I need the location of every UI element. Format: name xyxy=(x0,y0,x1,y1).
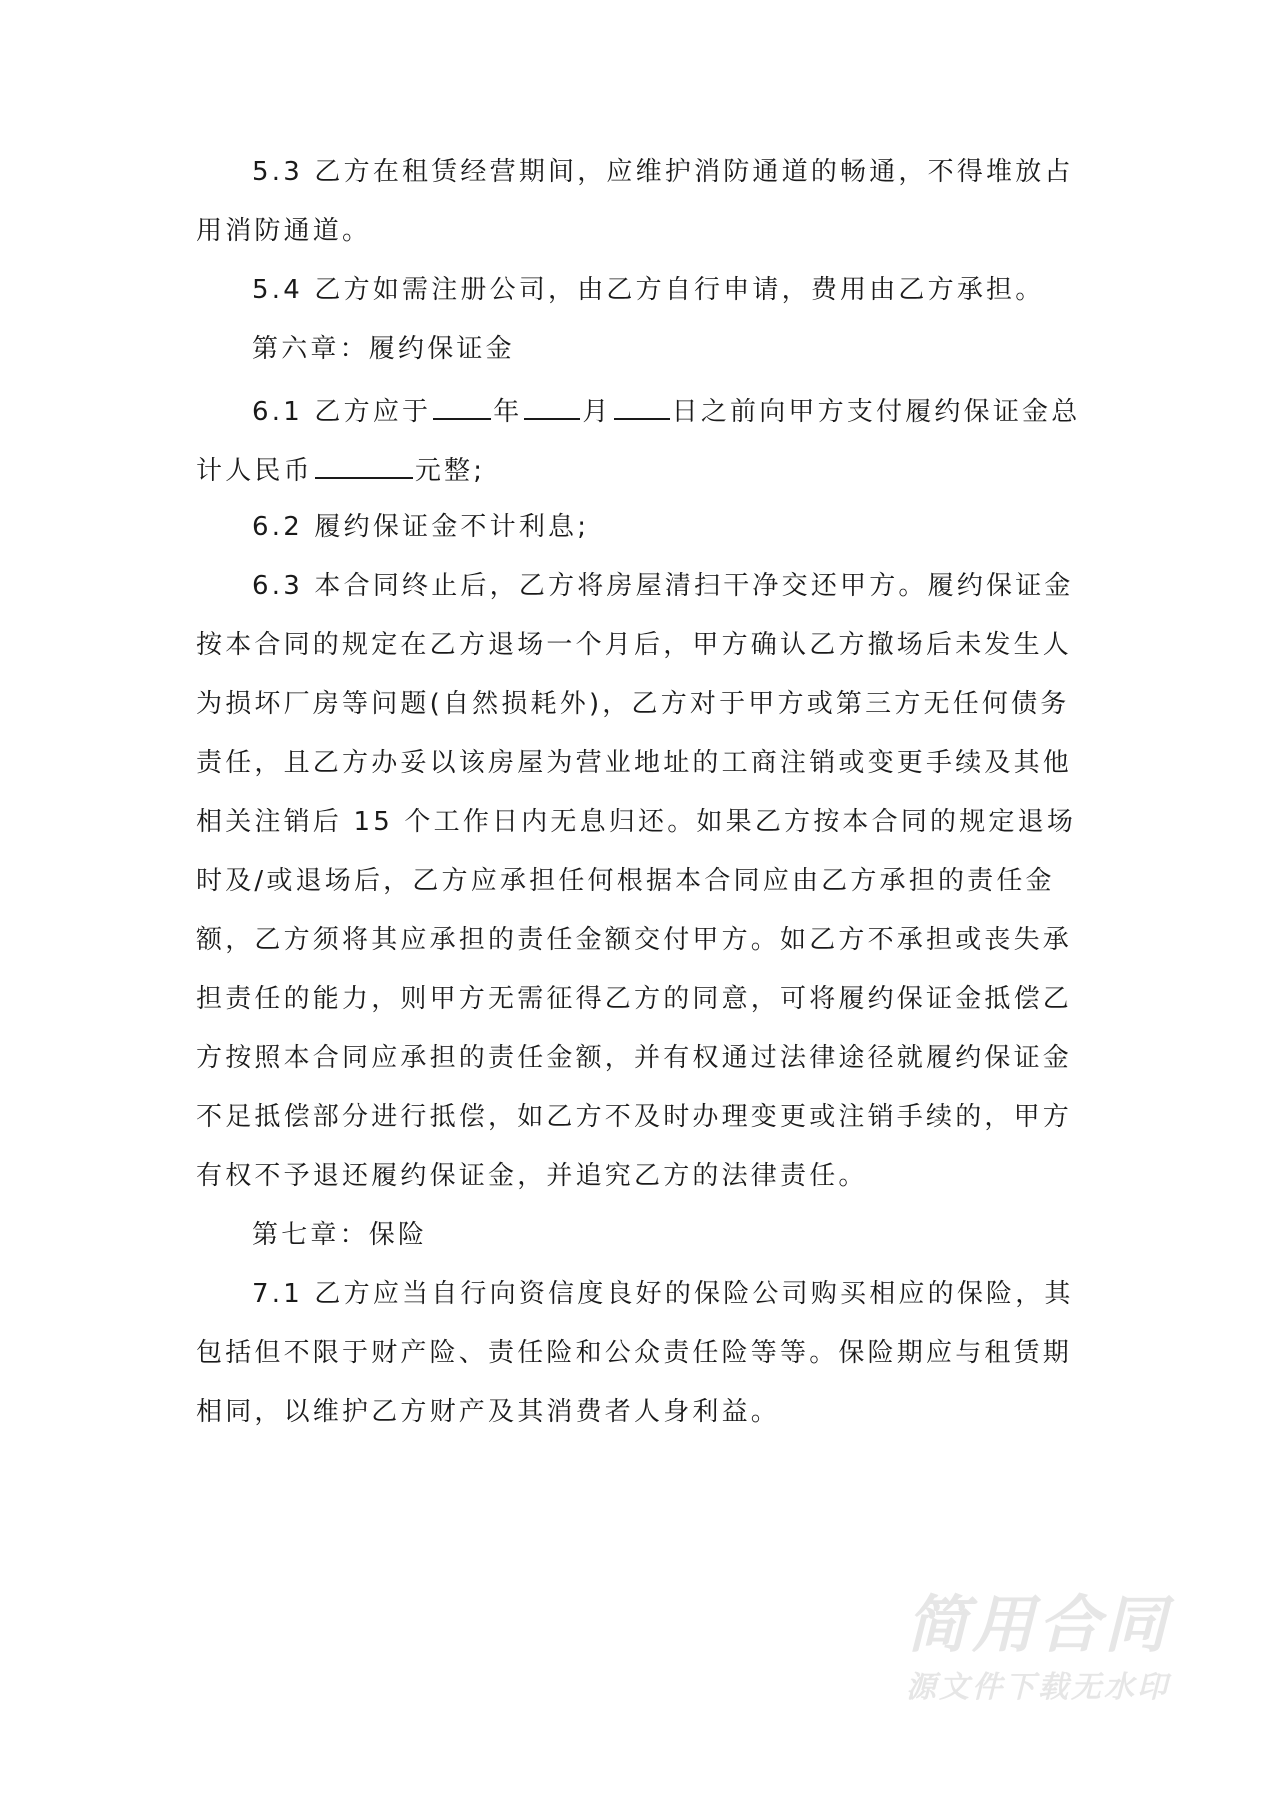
clause-5-3-line-2: 用消防通道。 xyxy=(196,216,372,246)
clause-6-3-line-7: 额，乙方须将其应承担的责任金额交付甲方。如乙方不承担或丧失承 xyxy=(196,925,1073,955)
day-blank xyxy=(614,388,670,420)
clause-6-3-line-9: 方按照本合同应承担的责任金额，并有权通过法律途径就履约保证金 xyxy=(196,1043,1073,1073)
clause-5-3-line-1: 5.3 乙方在租赁经营期间，应维护消防通道的畅通，不得堆放占 xyxy=(252,157,1074,187)
clause-6-1-line2-suffix: 元整; xyxy=(414,456,486,486)
chapter-7-heading: 第七章：保险 xyxy=(252,1220,428,1250)
year-blank xyxy=(433,388,491,420)
clause-6-3-line-1: 6.3 本合同终止后，乙方将房屋清扫干净交还甲方。履约保证金 xyxy=(252,571,1074,601)
watermark xyxy=(878,1590,1198,1710)
clause-6-3-line-4: 责任，且乙方办妥以该房屋为营业地址的工商注销或变更手续及其他 xyxy=(196,748,1073,778)
clause-6-3-line-6: 时及/或退场后，乙方应承担任何根据本合同应由乙方承担的责任金 xyxy=(196,866,1055,896)
clause-7-1-line-2: 包括但不限于财产险、责任险和公众责任险等等。保险期应与租赁期 xyxy=(196,1338,1073,1368)
clause-6-1-line2-prefix: 计人民币 xyxy=(196,456,313,486)
month-label: 月 xyxy=(582,397,612,427)
clause-6-1-day-suffix: 日之前向甲方支付履约保证金总 xyxy=(671,397,1081,427)
clause-5-4: 5.4 乙方如需注册公司，由乙方自行申请，费用由乙方承担。 xyxy=(252,275,1045,305)
clause-6-1-line-1 xyxy=(252,388,1080,428)
clause-6-3-line-10: 不足抵偿部分进行抵偿，如乙方不及时办理变更或注销手续的，甲方 xyxy=(196,1102,1073,1132)
month-blank xyxy=(524,388,580,420)
clause-6-1-line-2 xyxy=(196,447,485,487)
clause-6-3-line-11: 有权不予退还履约保证金，并追究乙方的法律责任。 xyxy=(196,1161,868,1191)
chapter-6-heading: 第六章：履约保证金 xyxy=(252,334,515,364)
clause-7-1-line-1: 7.1 乙方应当自行向资信度良好的保险公司购买相应的保险，其 xyxy=(252,1279,1074,1309)
year-label: 年 xyxy=(493,397,523,427)
watermark-subtitle: 源文件下载无水印 xyxy=(906,1670,1170,1705)
watermark-title: 简用合同 xyxy=(905,1588,1170,1661)
clause-6-1-prefix: 6.1 乙方应于 xyxy=(252,397,432,427)
clause-6-2: 6.2 履约保证金不计利息; xyxy=(252,512,590,542)
amount-blank xyxy=(315,447,413,479)
clause-7-1-line-3: 相同，以维护乙方财产及其消费者人身利益。 xyxy=(196,1397,781,1427)
clause-6-3-line-2: 按本合同的规定在乙方退场一个月后，甲方确认乙方撤场后未发生人 xyxy=(196,630,1073,660)
clause-6-3-line-8: 担责任的能力，则甲方无需征得乙方的同意，可将履约保证金抵偿乙 xyxy=(196,984,1073,1014)
clause-6-3-line-5: 相关注销后 15 个工作日内无息归还。如果乙方按本合同的规定退场 xyxy=(196,807,1077,837)
clause-6-3-line-3: 为损坏厂房等问题(自然损耗外)，乙方对于甲方或第三方无任何债务 xyxy=(196,689,1070,719)
